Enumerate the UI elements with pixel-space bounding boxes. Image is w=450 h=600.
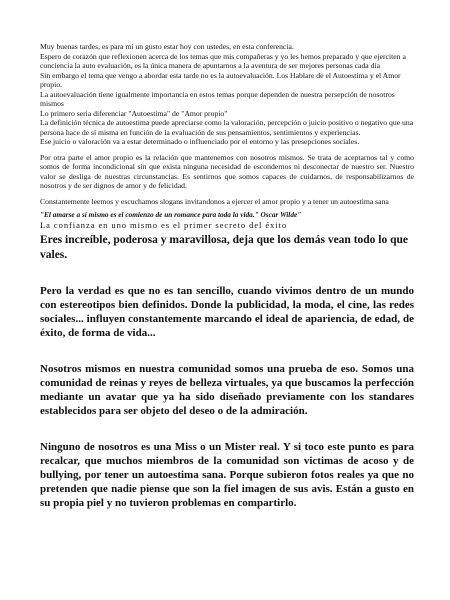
affirmation-line: Eres increíble, poderosa y maravillosa, deja que los demás vean todo lo que vales.: [40, 234, 409, 261]
intro-line-4: La autoevaluación tiene igualmente importancia en estos temas porque dependen de nuestra persepción de nosotros mismos: [40, 89, 395, 108]
paragraph-ninguno: Ninguno de nosotros es una Miss o un Mister real. Y si toco este punto es para recalcar, que muchos miembros de la comunidad son victimas de acoso y de bullying, por tener un autoestima sana. Porque subieron fotos reales ya que no pretenden que nadie piense que son la fiel imagen de sus avis. Están a gusto en su propia piel y no tuvieron problemas en compartirlo.: [40, 441, 414, 509]
intro-line-3: Sin embargo el tema que vengo a abordar esta tarde no es la autoevaluación. Los Hablare de el Autoestima y el Amor propio.: [40, 70, 401, 89]
paragraph-amor-propio: Por otra parte el amor propio es la relación que mantenemos con nosotros mismos. Se trata de aceptarnos tal y como somos de forma incondicional sin que exista ninguna necesidad de escondernos ni desconectar de nuestro ser. Nuestro valor se desliga de nuestras circunstancias. Es sentirnos que somos capaces de cuidarnos, de responsabilizarnos de nosotros y de ser dignos de amor y de felicidad.: [40, 152, 414, 190]
quote-wilde: "El amarse a sí mismo es el comienzo de un romance para toda la vida." Oscar Wilde": [40, 210, 302, 219]
intro-line-2: Espero de corazón que reflexionen acerca de los temas que mis compañeras y yo les hemos preparado y que ejerciten a conciencia la auto evaluación, es la única manera de apuntarnos a la aventura de ser mejores personas cada día: [40, 51, 406, 70]
paragraph-slogans: Constantemente leemos y escuchamos slogans invitandonos a ejercer el amor propio y a tener un autoestima sana: [40, 196, 389, 206]
confidence-line: La confianza en uno mismo es el primer secreto del éxito: [40, 220, 288, 230]
intro-line-5: Lo primero seria diferenciar "Autoestima" de "Amor propio": [40, 108, 228, 118]
intro-line-6: La definición técnica de autoestima puede apreciarse como la valoración, percepción o juicio positivo o negativo que una persona hace de sí misma en función de la evaluación de sus pensamientos, sentimientos y experiencias.: [40, 118, 414, 137]
paragraph-comunidad: Nosotros mismos en nuestra comunidad somos una prueba de eso. Somos una comunidad de reinas y reyes de belleza virtuales, ya que buscamos la perfección mediante un avatar que ya ha sido diseñado previamente con los standares establecidos para ser objeto del deseo o de la admiración.: [40, 363, 414, 417]
paragraph-pero: Pero la verdad es que no es tan sencillo, cuando vivimos dentro de un mundo con estereotipos bien definidos. Donde la publicidad, la moda, el cine, las redes sociales... influyen constantemente marcando el ideal de apariencia, de edad, de éxito, de forma de vida...: [40, 285, 414, 339]
intro-line-1: Muy buenas tardes, es para mi un gusto estar hoy con ustedes, en esta conferencia.: [40, 42, 294, 51]
intro-line-7: Ese juicio o valoración va a estar determinado o influenciado por el entorno y las presepciones sociales.: [40, 137, 360, 146]
